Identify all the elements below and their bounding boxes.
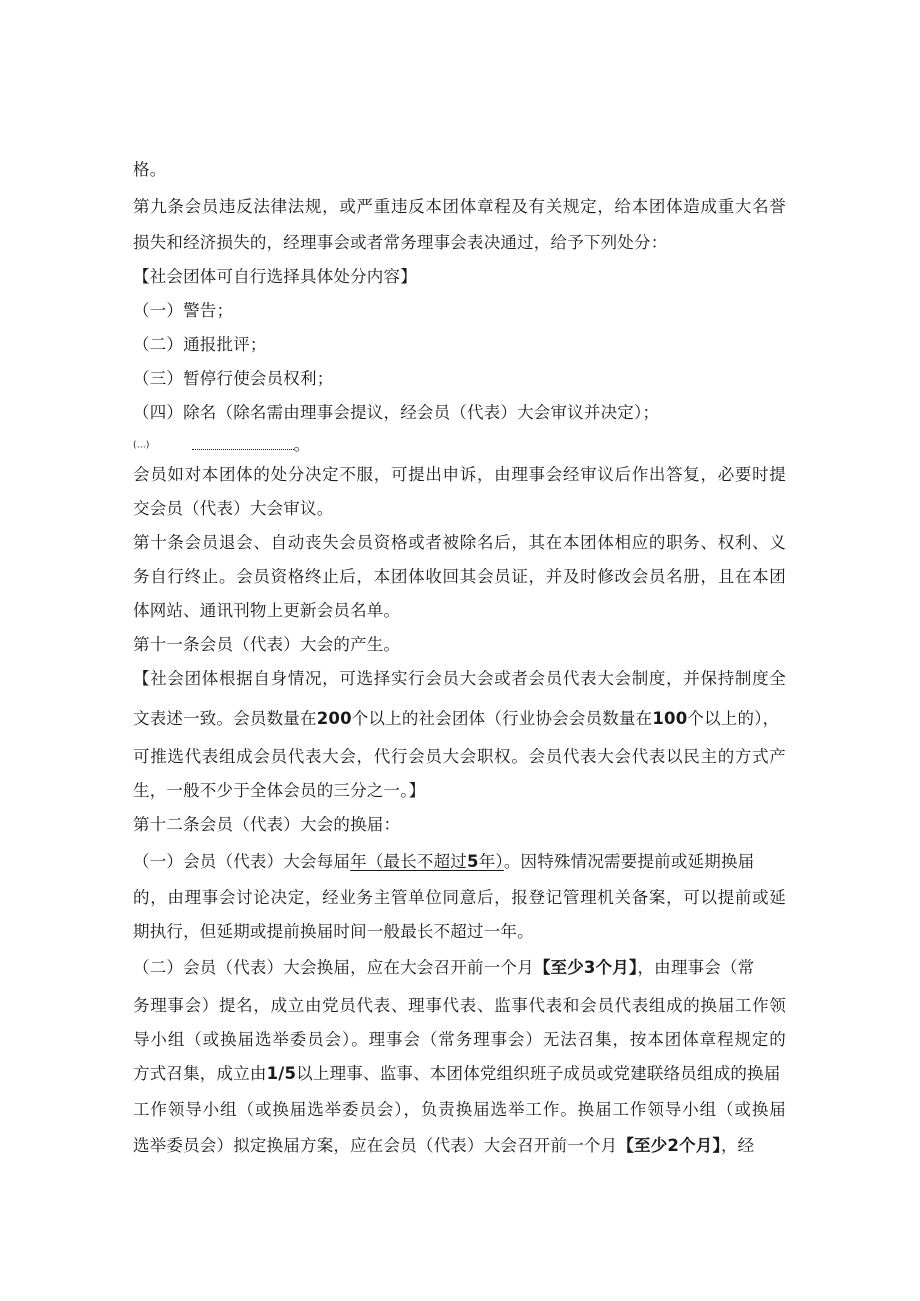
bold-bracket: 【至少 [533,958,584,977]
text-line [133,1062,781,1086]
bold-bracket: 个月】 [595,958,638,977]
text-line: 交会员（代表）大会审议。 [133,499,334,518]
text-span: ，由理事会（常 [637,958,755,977]
text-span: 个以上的）， [687,709,780,728]
list-item: （二）通报批评； [133,335,267,354]
text-span: 选举委员会）拟定换届方案，应在会员（代表）大会召开前一个月 [133,1136,618,1155]
text-line: 生，一般不少于全体会员的三分之一。】 [133,781,426,800]
article-9-line: 第九条会员违反法律法规，或严重违反本团体章程及有关规定，给本团体造成重大名誉 [133,197,786,216]
bracket-note: 【社会团体根据自身情况，可选择实行会员大会或者会员代表大会制度，并保持制度全 [133,669,786,688]
text-span: 方式召集，成立由 [133,1064,267,1083]
text-line [133,707,779,731]
text-span: （一）会员（代表）大会每届 [133,852,351,871]
text-line: 体网站、通讯刊物上更新会员名单。 [133,601,401,620]
number-2: 2 [667,1136,680,1155]
text-line: 会员如对本团体的处分决定不服，可提出申诉，由理事会经审议后作出答复，必要时提 [133,465,786,484]
list-item: （三）暂停行使会员权利； [133,369,334,388]
text-span: 以上理事、监事、本团体党组织班子成员或党建联络员组成的换届 [296,1064,781,1083]
number-3: 3 [583,958,596,977]
number-100: 100 [652,709,688,728]
text-line: 务理事会）提名，成立由党员代表、理事代表、监事代表和会员代表组成的换届工作领 [133,996,786,1015]
text-span: ，经 [720,1136,755,1155]
text-line: 工作领导小组（或换届选举委员会），负责换届选举工作。换届工作领导小组（或换届 [133,1100,786,1119]
article-11-line: 第十一条会员（代表）大会的产生。 [133,635,401,654]
list-item: （四）除名（除名需由理事会提议，经会员（代表）大会审议并决定）； [133,403,660,422]
number-5: 5 [467,852,479,871]
list-item-blank [133,433,310,458]
text-line [133,956,754,980]
period-mark: 。 [293,435,311,454]
text-line: 的，由理事会讨论决定，经业务主管单位同意后，报登记管理机关备案，可以提前或延 [133,888,786,907]
text-span: 年（最长不超过 [350,852,468,871]
ellipsis-marker: (…) [133,440,150,451]
number-200: 200 [316,709,352,728]
text-span: （二）会员（代表）大会换届，应在大会召开前一个月 [133,958,534,977]
text-line [133,1134,754,1158]
text-span: 个以上的社会团体（行业协会会员数量在 [351,709,653,728]
text-line: 导小组（或换届选举委员会）。理事会（常务理事会）无法召集，按本团体章程规定的 [133,1030,786,1049]
text-span: 年） [478,852,504,871]
text-line [133,850,754,874]
fraction-1-5: 1/5 [266,1064,297,1083]
underlined-term [350,852,504,871]
text-line: 期执行，但延期或提前换届时间一般最长不超过一年。 [133,922,534,941]
bold-bracket: 【至少 [617,1136,668,1155]
list-item: （一）警告； [133,301,234,320]
article-10-line: 第十条会员退会、自动丧失会员资格或者被除名后，其在本团体相应的职务、权利、义 [133,533,786,552]
bracket-note: 【社会团体可自行选择具体处分内容】 [133,267,417,286]
text-line: 务自行终止。会员资格终止后，本团体收回其会员证，并及时修改会员名册，且在本团 [133,567,786,586]
text-line: 损失和经济损失的，经理事会或者常务理事会表决通过，给予下列处分： [133,233,668,252]
text-line: 可推选代表组成会员代表大会，代行会员大会职权。会员代表大会代表以民主的方式产 [133,747,786,766]
text-span: 。因特殊情况需要提前或延期换届 [503,852,755,871]
fill-in-blank [192,439,294,450]
article-12-line: 第十二条会员（代表）大会的换届： [133,815,401,834]
text-span: 文表述一致。会员数量在 [133,709,317,728]
text-line: 格。 [133,160,167,179]
bold-bracket: 个月】 [679,1136,721,1155]
